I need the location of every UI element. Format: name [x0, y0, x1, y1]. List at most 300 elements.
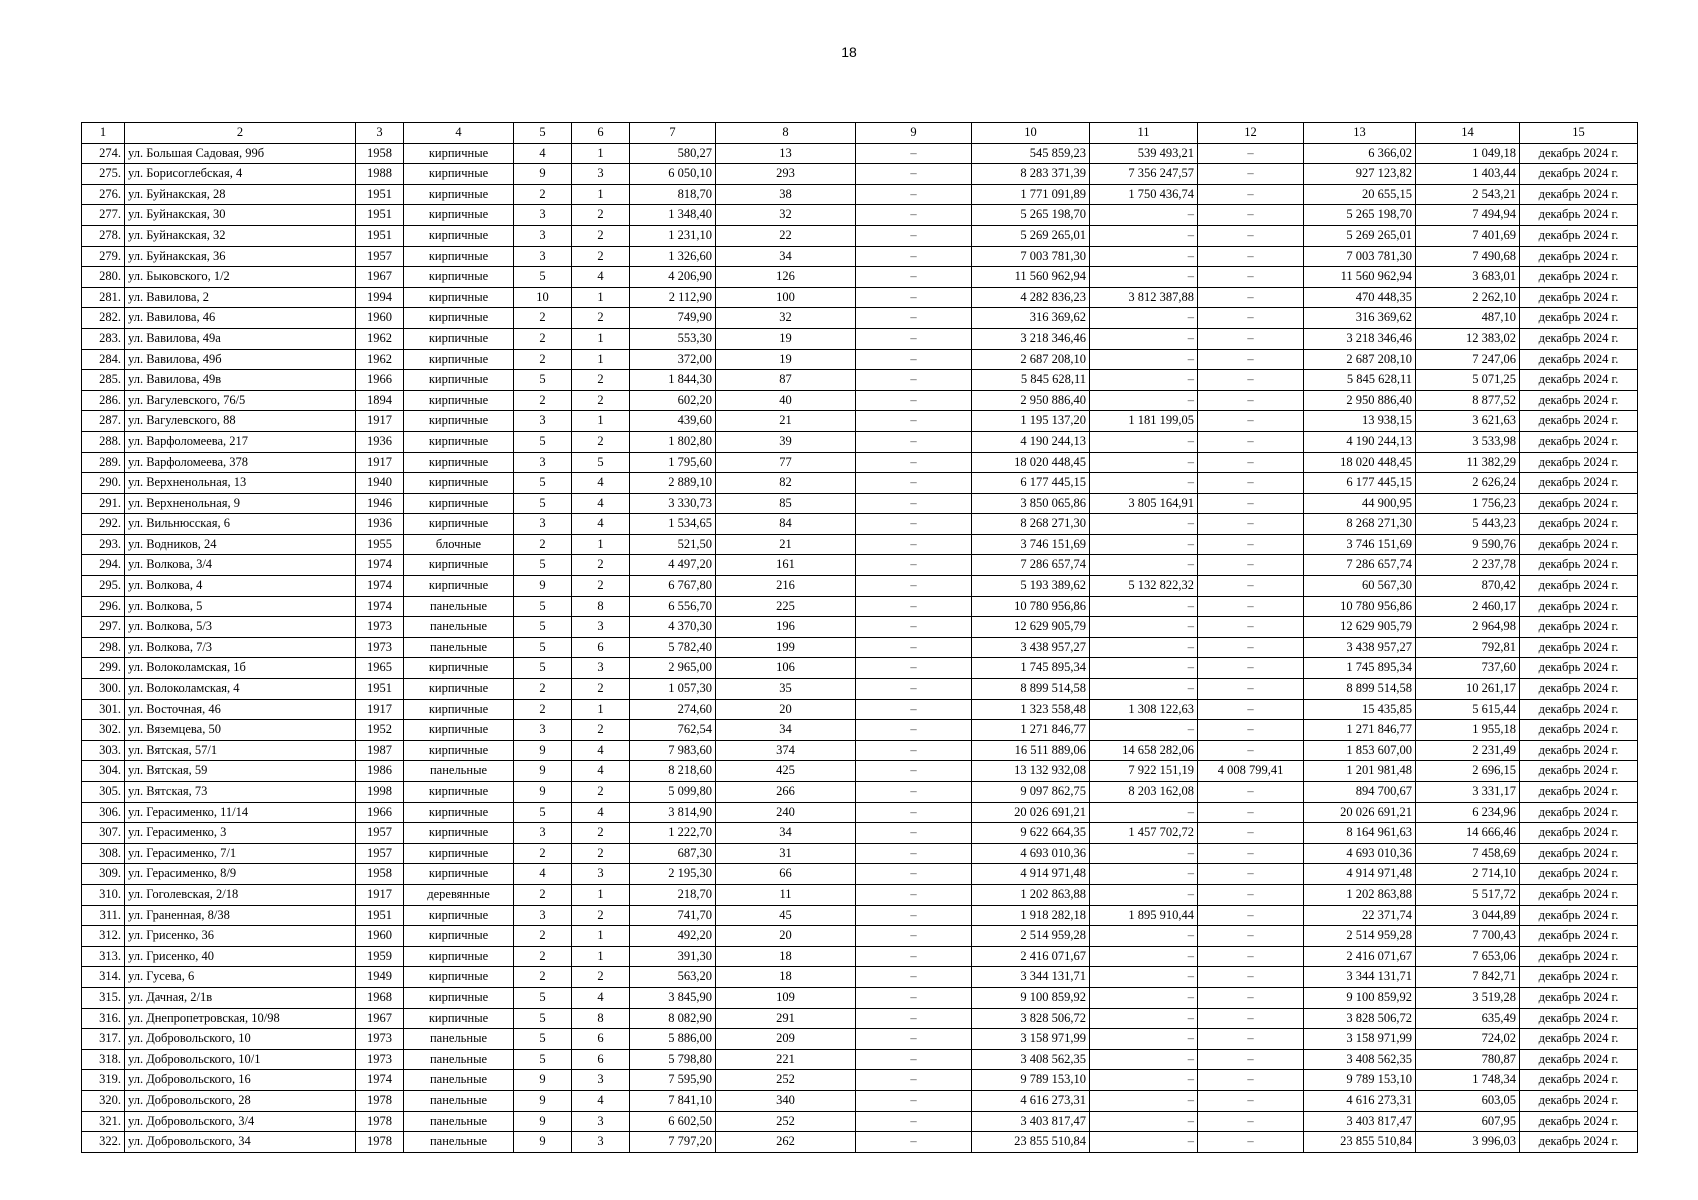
col9-cell: –	[856, 349, 972, 370]
year-built-cell: 1973	[356, 637, 404, 658]
deadline-cell: декабрь 2024 г.	[1520, 514, 1638, 535]
col9-cell: –	[856, 370, 972, 391]
col11-cell: –	[1090, 390, 1198, 411]
table-row	[82, 1070, 1638, 1091]
table-row	[82, 1029, 1638, 1050]
col14-cell: 7 842,71	[1416, 967, 1520, 988]
row-number-cell: 312.	[82, 926, 125, 947]
residents-cell: 216	[716, 576, 856, 597]
col14-cell: 7 494,94	[1416, 205, 1520, 226]
column-header-10: 10	[972, 123, 1090, 144]
floors-cell: 2	[514, 843, 572, 864]
residents-cell: 196	[716, 617, 856, 638]
housing-registry-table	[81, 122, 1638, 1153]
residents-cell: 38	[716, 184, 856, 205]
table-row	[82, 823, 1638, 844]
deadline-cell: декабрь 2024 г.	[1520, 287, 1638, 308]
column-header-14: 14	[1416, 123, 1520, 144]
col11-cell: –	[1090, 720, 1198, 741]
entrances-cell: 3	[572, 617, 630, 638]
address-cell: ул. Волоколамская, 4	[125, 679, 356, 700]
table-row	[82, 514, 1638, 535]
area-cell: 7 797,20	[630, 1132, 716, 1153]
col13-cell: 6 177 445,15	[1304, 473, 1416, 494]
col13-cell: 4 914 971,48	[1304, 864, 1416, 885]
col11-cell: 1 457 702,72	[1090, 823, 1198, 844]
wall-material-cell: кирпичные	[404, 823, 514, 844]
floors-cell: 9	[514, 1090, 572, 1111]
wall-material-cell: кирпичные	[404, 246, 514, 267]
address-cell: ул. Добровольского, 16	[125, 1070, 356, 1091]
row-number-cell: 287.	[82, 411, 125, 432]
residents-cell: 293	[716, 164, 856, 185]
col14-cell: 3 519,28	[1416, 987, 1520, 1008]
area-cell: 4 497,20	[630, 555, 716, 576]
row-number-cell: 286.	[82, 390, 125, 411]
residents-cell: 425	[716, 761, 856, 782]
col13-cell: 60 567,30	[1304, 576, 1416, 597]
row-number-cell: 314.	[82, 967, 125, 988]
year-built-cell: 1917	[356, 411, 404, 432]
entrances-cell: 1	[572, 534, 630, 555]
area-cell: 5 782,40	[630, 637, 716, 658]
deadline-cell: декабрь 2024 г.	[1520, 905, 1638, 926]
col14-cell: 7 401,69	[1416, 225, 1520, 246]
entrances-cell: 4	[572, 493, 630, 514]
table-row	[82, 1049, 1638, 1070]
col14-cell: 2 231,49	[1416, 740, 1520, 761]
col11-cell: –	[1090, 452, 1198, 473]
col13-cell: 1 202 863,88	[1304, 884, 1416, 905]
total-cost-cell: 1 271 846,77	[972, 720, 1090, 741]
total-cost-cell: 2 514 959,28	[972, 926, 1090, 947]
total-cost-cell: 12 629 905,79	[972, 617, 1090, 638]
col11-cell: –	[1090, 864, 1198, 885]
total-cost-cell: 4 693 010,36	[972, 843, 1090, 864]
address-cell: ул. Восточная, 46	[125, 699, 356, 720]
row-number-cell: 321.	[82, 1111, 125, 1132]
col9-cell: –	[856, 720, 972, 741]
col14-cell: 5 517,72	[1416, 884, 1520, 905]
floors-cell: 5	[514, 617, 572, 638]
entrances-cell: 1	[572, 143, 630, 164]
col9-cell: –	[856, 1090, 972, 1111]
table-row	[82, 287, 1638, 308]
col9-cell: –	[856, 905, 972, 926]
residents-cell: 87	[716, 370, 856, 391]
address-cell: ул. Вавилова, 2	[125, 287, 356, 308]
wall-material-cell: кирпичные	[404, 740, 514, 761]
col14-cell: 870,42	[1416, 576, 1520, 597]
col9-cell: –	[856, 431, 972, 452]
col11-cell: –	[1090, 679, 1198, 700]
col13-cell: 20 655,15	[1304, 184, 1416, 205]
deadline-cell: декабрь 2024 г.	[1520, 452, 1638, 473]
col13-cell: 3 438 957,27	[1304, 637, 1416, 658]
residents-cell: 340	[716, 1090, 856, 1111]
col12-cell: –	[1198, 884, 1304, 905]
year-built-cell: 1973	[356, 1049, 404, 1070]
col9-cell: –	[856, 596, 972, 617]
residents-cell: 374	[716, 740, 856, 761]
deadline-cell: декабрь 2024 г.	[1520, 1111, 1638, 1132]
year-built-cell: 1994	[356, 287, 404, 308]
area-cell: 8 218,60	[630, 761, 716, 782]
col9-cell: –	[856, 761, 972, 782]
col12-cell: –	[1198, 411, 1304, 432]
entrances-cell: 2	[572, 905, 630, 926]
entrances-cell: 6	[572, 1049, 630, 1070]
total-cost-cell: 3 828 506,72	[972, 1008, 1090, 1029]
col9-cell: –	[856, 555, 972, 576]
col11-cell: –	[1090, 370, 1198, 391]
col13-cell: 10 780 956,86	[1304, 596, 1416, 617]
residents-cell: 262	[716, 1132, 856, 1153]
deadline-cell: декабрь 2024 г.	[1520, 534, 1638, 555]
column-header-5: 5	[514, 123, 572, 144]
col14-cell: 603,05	[1416, 1090, 1520, 1111]
year-built-cell: 1946	[356, 493, 404, 514]
table-row	[82, 1111, 1638, 1132]
row-number-cell: 281.	[82, 287, 125, 308]
col12-cell: –	[1198, 1090, 1304, 1111]
floors-cell: 3	[514, 225, 572, 246]
total-cost-cell: 5 265 198,70	[972, 205, 1090, 226]
area-cell: 8 082,90	[630, 1008, 716, 1029]
entrances-cell: 2	[572, 431, 630, 452]
total-cost-cell: 9 097 862,75	[972, 782, 1090, 803]
year-built-cell: 1965	[356, 658, 404, 679]
entrances-cell: 3	[572, 1132, 630, 1153]
col12-cell: –	[1198, 658, 1304, 679]
table-row	[82, 843, 1638, 864]
deadline-cell: декабрь 2024 г.	[1520, 1070, 1638, 1091]
col9-cell: –	[856, 617, 972, 638]
deadline-cell: декабрь 2024 г.	[1520, 143, 1638, 164]
entrances-cell: 4	[572, 987, 630, 1008]
address-cell: ул. Добровольского, 10	[125, 1029, 356, 1050]
year-built-cell: 1986	[356, 761, 404, 782]
row-number-cell: 279.	[82, 246, 125, 267]
col9-cell: –	[856, 390, 972, 411]
col13-cell: 2 416 071,67	[1304, 946, 1416, 967]
deadline-cell: декабрь 2024 г.	[1520, 370, 1638, 391]
table-row	[82, 143, 1638, 164]
residents-cell: 34	[716, 823, 856, 844]
row-number-cell: 306.	[82, 802, 125, 823]
year-built-cell: 1973	[356, 1029, 404, 1050]
col12-cell: –	[1198, 473, 1304, 494]
wall-material-cell: кирпичные	[404, 699, 514, 720]
wall-material-cell: кирпичные	[404, 905, 514, 926]
wall-material-cell: кирпичные	[404, 452, 514, 473]
col14-cell: 607,95	[1416, 1111, 1520, 1132]
total-cost-cell: 9 789 153,10	[972, 1070, 1090, 1091]
entrances-cell: 2	[572, 720, 630, 741]
col13-cell: 894 700,67	[1304, 782, 1416, 803]
entrances-cell: 1	[572, 926, 630, 947]
col9-cell: –	[856, 946, 972, 967]
row-number-cell: 301.	[82, 699, 125, 720]
floors-cell: 5	[514, 637, 572, 658]
deadline-cell: декабрь 2024 г.	[1520, 843, 1638, 864]
col9-cell: –	[856, 205, 972, 226]
area-cell: 6 767,80	[630, 576, 716, 597]
total-cost-cell: 10 780 956,86	[972, 596, 1090, 617]
col14-cell: 7 247,06	[1416, 349, 1520, 370]
deadline-cell: декабрь 2024 г.	[1520, 473, 1638, 494]
residents-cell: 106	[716, 658, 856, 679]
column-header-15: 15	[1520, 123, 1638, 144]
year-built-cell: 1936	[356, 431, 404, 452]
area-cell: 7 595,90	[630, 1070, 716, 1091]
col13-cell: 23 855 510,84	[1304, 1132, 1416, 1153]
wall-material-cell: панельные	[404, 1090, 514, 1111]
column-header-13: 13	[1304, 123, 1416, 144]
col13-cell: 4 693 010,36	[1304, 843, 1416, 864]
entrances-cell: 2	[572, 390, 630, 411]
table-row	[82, 534, 1638, 555]
deadline-cell: декабрь 2024 г.	[1520, 576, 1638, 597]
entrances-cell: 1	[572, 287, 630, 308]
table-row	[82, 205, 1638, 226]
total-cost-cell: 8 268 271,30	[972, 514, 1090, 535]
col12-cell: –	[1198, 349, 1304, 370]
residents-cell: 21	[716, 534, 856, 555]
floors-cell: 2	[514, 328, 572, 349]
row-number-cell: 290.	[82, 473, 125, 494]
residents-cell: 32	[716, 308, 856, 329]
area-cell: 1 231,10	[630, 225, 716, 246]
entrances-cell: 4	[572, 267, 630, 288]
entrances-cell: 1	[572, 184, 630, 205]
total-cost-cell: 1 771 091,89	[972, 184, 1090, 205]
entrances-cell: 5	[572, 452, 630, 473]
col14-cell: 8 877,52	[1416, 390, 1520, 411]
residents-cell: 39	[716, 431, 856, 452]
col14-cell: 2 714,10	[1416, 864, 1520, 885]
col13-cell: 13 938,15	[1304, 411, 1416, 432]
col13-cell: 18 020 448,45	[1304, 452, 1416, 473]
floors-cell: 9	[514, 1070, 572, 1091]
total-cost-cell: 5 269 265,01	[972, 225, 1090, 246]
table-row	[82, 493, 1638, 514]
col11-cell: –	[1090, 617, 1198, 638]
col13-cell: 11 560 962,94	[1304, 267, 1416, 288]
row-number-cell: 310.	[82, 884, 125, 905]
col12-cell: –	[1198, 987, 1304, 1008]
area-cell: 818,70	[630, 184, 716, 205]
total-cost-cell: 3 158 971,99	[972, 1029, 1090, 1050]
col12-cell: –	[1198, 1111, 1304, 1132]
floors-cell: 3	[514, 452, 572, 473]
col13-cell: 12 629 905,79	[1304, 617, 1416, 638]
col9-cell: –	[856, 452, 972, 473]
entrances-cell: 2	[572, 782, 630, 803]
deadline-cell: декабрь 2024 г.	[1520, 431, 1638, 452]
total-cost-cell: 3 850 065,86	[972, 493, 1090, 514]
total-cost-cell: 2 416 071,67	[972, 946, 1090, 967]
wall-material-cell: панельные	[404, 637, 514, 658]
total-cost-cell: 2 687 208,10	[972, 349, 1090, 370]
entrances-cell: 3	[572, 1111, 630, 1132]
col12-cell: –	[1198, 1132, 1304, 1153]
col14-cell: 2 964,98	[1416, 617, 1520, 638]
address-cell: ул. Герасименко, 3	[125, 823, 356, 844]
floors-cell: 5	[514, 267, 572, 288]
total-cost-cell: 3 218 346,46	[972, 328, 1090, 349]
residents-cell: 34	[716, 720, 856, 741]
deadline-cell: декабрь 2024 г.	[1520, 802, 1638, 823]
floors-cell: 2	[514, 390, 572, 411]
area-cell: 563,20	[630, 967, 716, 988]
col14-cell: 7 458,69	[1416, 843, 1520, 864]
year-built-cell: 1974	[356, 576, 404, 597]
col13-cell: 15 435,85	[1304, 699, 1416, 720]
table-row	[82, 1132, 1638, 1153]
deadline-cell: декабрь 2024 г.	[1520, 411, 1638, 432]
wall-material-cell: кирпичные	[404, 926, 514, 947]
residents-cell: 18	[716, 967, 856, 988]
row-number-cell: 316.	[82, 1008, 125, 1029]
residents-cell: 77	[716, 452, 856, 473]
col12-cell: –	[1198, 328, 1304, 349]
col11-cell: –	[1090, 1029, 1198, 1050]
col9-cell: –	[856, 287, 972, 308]
table-row	[82, 390, 1638, 411]
entrances-cell: 1	[572, 884, 630, 905]
year-built-cell: 1987	[356, 740, 404, 761]
area-cell: 372,00	[630, 349, 716, 370]
deadline-cell: декабрь 2024 г.	[1520, 761, 1638, 782]
col14-cell: 14 666,46	[1416, 823, 1520, 844]
col9-cell: –	[856, 1070, 972, 1091]
floors-cell: 5	[514, 370, 572, 391]
row-number-cell: 320.	[82, 1090, 125, 1111]
year-built-cell: 1936	[356, 514, 404, 535]
floors-cell: 9	[514, 761, 572, 782]
col11-cell: 1 750 436,74	[1090, 184, 1198, 205]
col14-cell: 3 331,17	[1416, 782, 1520, 803]
residents-cell: 45	[716, 905, 856, 926]
column-header-8: 8	[716, 123, 856, 144]
total-cost-cell: 4 190 244,13	[972, 431, 1090, 452]
area-cell: 2 889,10	[630, 473, 716, 494]
col9-cell: –	[856, 802, 972, 823]
total-cost-cell: 545 859,23	[972, 143, 1090, 164]
year-built-cell: 1962	[356, 349, 404, 370]
deadline-cell: декабрь 2024 г.	[1520, 246, 1638, 267]
col12-cell: –	[1198, 596, 1304, 617]
residents-cell: 240	[716, 802, 856, 823]
address-cell: ул. Вавилова, 49б	[125, 349, 356, 370]
col12-cell: –	[1198, 679, 1304, 700]
residents-cell: 84	[716, 514, 856, 535]
col11-cell: –	[1090, 1070, 1198, 1091]
col12-cell: –	[1198, 720, 1304, 741]
col13-cell: 3 828 506,72	[1304, 1008, 1416, 1029]
year-built-cell: 1973	[356, 617, 404, 638]
area-cell: 6 556,70	[630, 596, 716, 617]
col14-cell: 724,02	[1416, 1029, 1520, 1050]
wall-material-cell: блочные	[404, 534, 514, 555]
wall-material-cell: кирпичные	[404, 493, 514, 514]
address-cell: ул. Волкова, 4	[125, 576, 356, 597]
table-row	[82, 184, 1638, 205]
col11-cell: 3 805 164,91	[1090, 493, 1198, 514]
col12-cell: –	[1198, 967, 1304, 988]
floors-cell: 5	[514, 1029, 572, 1050]
col11-cell: –	[1090, 555, 1198, 576]
col13-cell: 927 123,82	[1304, 164, 1416, 185]
address-cell: ул. Вагулевского, 88	[125, 411, 356, 432]
col11-cell: 7 922 151,19	[1090, 761, 1198, 782]
row-number-cell: 322.	[82, 1132, 125, 1153]
col12-cell: –	[1198, 143, 1304, 164]
wall-material-cell: панельные	[404, 617, 514, 638]
col14-cell: 635,49	[1416, 1008, 1520, 1029]
row-number-cell: 296.	[82, 596, 125, 617]
floors-cell: 5	[514, 473, 572, 494]
row-number-cell: 277.	[82, 205, 125, 226]
address-cell: ул. Варфоломеева, 217	[125, 431, 356, 452]
area-cell: 3 845,90	[630, 987, 716, 1008]
year-built-cell: 1951	[356, 679, 404, 700]
deadline-cell: декабрь 2024 г.	[1520, 946, 1638, 967]
residents-cell: 19	[716, 349, 856, 370]
wall-material-cell: кирпичные	[404, 370, 514, 391]
col11-cell: –	[1090, 431, 1198, 452]
col14-cell: 2 696,15	[1416, 761, 1520, 782]
col14-cell: 792,81	[1416, 637, 1520, 658]
total-cost-cell: 1 745 895,34	[972, 658, 1090, 679]
col12-cell: –	[1198, 946, 1304, 967]
year-built-cell: 1960	[356, 308, 404, 329]
wall-material-cell: кирпичные	[404, 658, 514, 679]
year-built-cell: 1894	[356, 390, 404, 411]
col14-cell: 1 756,23	[1416, 493, 1520, 514]
table-row	[82, 225, 1638, 246]
col14-cell: 9 590,76	[1416, 534, 1520, 555]
year-built-cell: 1958	[356, 143, 404, 164]
col9-cell: –	[856, 225, 972, 246]
wall-material-cell: кирпичные	[404, 349, 514, 370]
floors-cell: 5	[514, 555, 572, 576]
address-cell: ул. Буйнакская, 28	[125, 184, 356, 205]
col9-cell: –	[856, 637, 972, 658]
col13-cell: 8 268 271,30	[1304, 514, 1416, 535]
col12-cell: –	[1198, 164, 1304, 185]
address-cell: ул. Добровольского, 3/4	[125, 1111, 356, 1132]
area-cell: 1 326,60	[630, 246, 716, 267]
address-cell: ул. Водников, 24	[125, 534, 356, 555]
year-built-cell: 1949	[356, 967, 404, 988]
row-number-cell: 288.	[82, 431, 125, 452]
area-cell: 439,60	[630, 411, 716, 432]
col13-cell: 4 190 244,13	[1304, 431, 1416, 452]
address-cell: ул. Добровольского, 10/1	[125, 1049, 356, 1070]
area-cell: 762,54	[630, 720, 716, 741]
col9-cell: –	[856, 884, 972, 905]
residents-cell: 13	[716, 143, 856, 164]
address-cell: ул. Вавилова, 49а	[125, 328, 356, 349]
col9-cell: –	[856, 576, 972, 597]
table-row	[82, 720, 1638, 741]
total-cost-cell: 5 845 628,11	[972, 370, 1090, 391]
floors-cell: 9	[514, 740, 572, 761]
floors-cell: 4	[514, 864, 572, 885]
area-cell: 1 802,80	[630, 431, 716, 452]
